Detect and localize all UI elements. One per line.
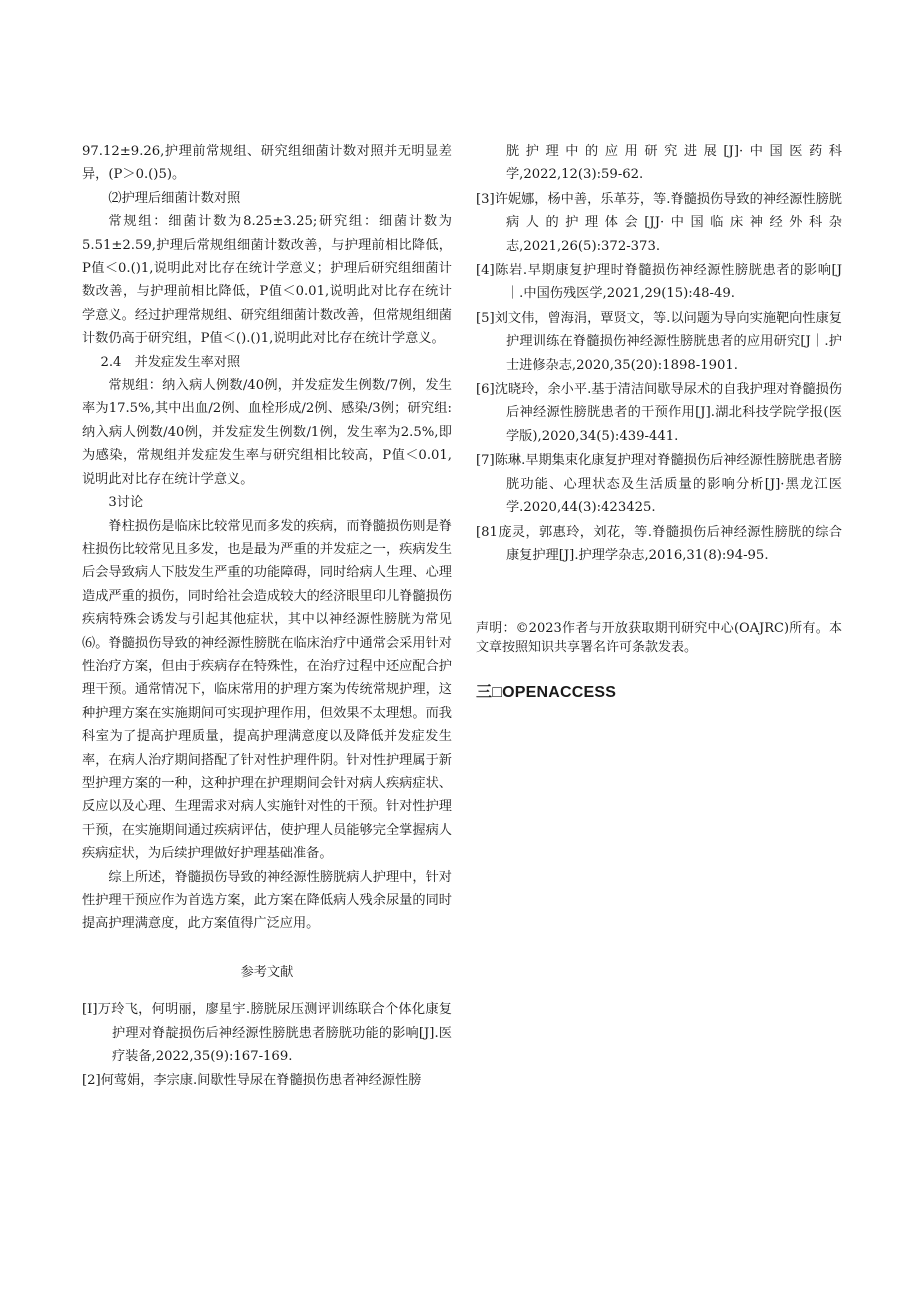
right-column <box>476 140 842 705</box>
left-column <box>82 140 452 1094</box>
body-paragraph: 常规组：细菌计数为8.25±3.25;研究组：细菌计数为5.51±2.59,护理后常规组细菌计数改善，与护理前相比降低，P值＜0.()1,说明此对比存在统计学意义；护理后研究组细菌计数改善，与护理前相比降低，P值＜0.01,说明此对比存在统计学意义。经过护理常规组、研究组细菌计数改善，但常规组细菌计数仍高于研究组，P值＜().()1,说明此对比存在统计学意义。 <box>82 214 452 347</box>
subsection-heading: ⑵护理后细菌计数对照 <box>108 190 241 206</box>
reference-item: [7]陈琳.早期集束化康复护理对脊髓损伤后神经源性膀胱患者膀胱功能、心理状态及生活质量的影响分析[J]·黑龙江医学.2020,44(3):423425. <box>476 453 842 516</box>
reference-item: [81庞灵，郭惠玲，刘花，等.脊髓损伤后神经源性膀胱的综合康复护理[J].护理学杂志,2016,31(8):94-95. <box>476 524 842 563</box>
body-paragraph: 脊柱损伤是临床比较常见而多发的疾病，而脊髓损伤则是脊柱损伤比较常见且多发，也是最为严重的并发症之一，疾病发生后会导致病人下肢发生严重的功能障碍，同时给病人生理、心理造成严重的损伤，同时给社会造成较大的经济眼里印儿脊髓损伤疾病特殊会诱发与引起其他症状，其中以神经源性膀胱为常见⑹。脊髓损伤导致的神经源性膀胱在临床治疗中通常会采用针对性治疗方案，但由于疾病存在特殊性，在治疗过程中还应配合护理干预。通常情况下，临床常用的护理方案为传统常规护理，这种护理方案在实施期间可实现护理作用，但效果不太理想。而我科室为了提高护理质量，提高护理满意度以及降低并发症发生率，在病人治疗期间搭配了针对性护理件阴。针对性护理属于新型护理方案的一种，这种护理在护理期间会针对病人疾病症状、反应以及心理、生理需求对病人实施针对性的干预。针对性护理干预，在实施期间通过疾病评估，使护理人员能够完全掌握病人疾病症状，为后续护理做好护理基础准备。 <box>82 518 452 862</box>
section-heading: 2.4 并发症发生率对照 <box>100 354 241 370</box>
copyright-notice: 声明：©2023作者与开放获取期刊研究中心(OAJRC)所有。本文章按照知识共享署名许可条款发表。 <box>476 621 842 656</box>
reference-item: [I]万玲飞，何明丽，廖星宇.膀胱尿压测评训练联合个体化康复护理对脊靛损伤后神经源性膀胱患者膀胱功能的影响[J].医疗装备,2022,35(9):167-169. <box>82 1002 452 1065</box>
references-heading: 参考文献 <box>240 964 294 980</box>
open-access-logo: 三□OPENACCESS <box>476 684 617 702</box>
reference-item: [3]许妮娜，杨中善，乐革芬，等.脊髓损伤导致的神经源性膀胱病人的护理体会[JJ·中国临床神经外科杂志,2021,26(5):372-373. <box>476 191 842 254</box>
reference-item: [6]沈晓玲，余小平.基于清洁间歇导尿术的自我护理对脊髓损伤后神经源性膀胱患者的干预作用[J].湖北科技学院学报(医学版),2020,34(5):439-441. <box>476 382 842 444</box>
body-paragraph: 97.12±9.26,护理前常规组、研究组细菌计数对照并无明显差异，(P＞0.()5)。 <box>82 144 452 183</box>
reference-item-continued: 胱护理中的应用研究进展[J]·中国医药科学,2022,12(3):59-62. <box>506 144 842 183</box>
body-paragraph: 综上所述，脊髓损伤导致的神经源性膀胱病人护理中，针对性护理干预应作为首选方案，此方案在降低病人残余尿量的同时提高护理满意度，此方案值得广泛应用。 <box>82 869 452 932</box>
body-paragraph: 常规组：纳入病人例数/40例，并发症发生例数/7例，发生率为17.5%,其中出血/2例、血栓形成/2例、感染/3例；研究组:纳入病人例数/40例，并发症发生例数/1例，发生率为2.5%,即为感染，常规组并发症发生率与研究组相比较高，P值＜0.01,说明此对比存在统计学意义。 <box>82 378 452 487</box>
reference-item: [5]刘文伟，曾海涓，覃贤文，等.以问题为导向实施靶向性康复护理训练在脊髓损伤神经源性膀胱患者的应用研究[J｜.护士进修杂志,2020,35(20):1898-1901. <box>476 310 842 373</box>
reference-item: [4]陈岩.早期康复护理时脊髓损伤神经源性膀胱患者的影响[J｜.中国伤残医学,2021,29(15):48-49. <box>476 263 842 302</box>
reference-item: [2]何莺娟，李宗康.间歇性导尿在脊髓损伤患者神经源性膀 <box>82 1073 422 1089</box>
section-heading: 3讨论 <box>108 495 144 511</box>
